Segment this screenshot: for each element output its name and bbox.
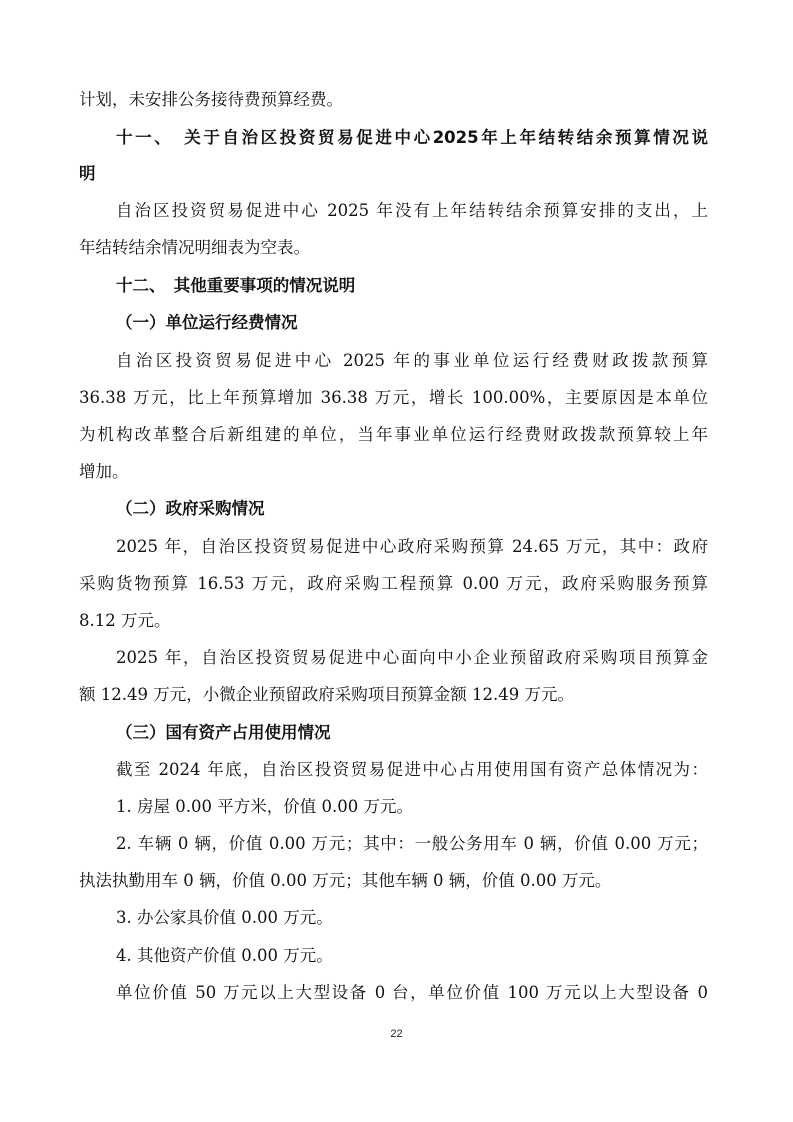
subsection-heading-3: （三）国有资产占用使用情况 [116,723,331,742]
list-item: 4. 其他资产价值 0.00 万元。 [116,946,333,965]
subsection-heading-1: （一）单位运行经费情况 [116,313,298,332]
paragraph-line: 自治区投资贸易促进中心 2025 年的事业单位运行经费财政拨款预算 [116,351,708,370]
paragraph-line: 增加。 [79,462,129,481]
paragraph-line: 2025 年，自治区投资贸易促进中心面向中小企业预留政府采购项目预算金 [116,648,708,667]
section-heading-11-cont: 明 [79,164,96,183]
paragraph-line: 自治区投资贸易促进中心 2025 年没有上年结转结余预算安排的支出，上 [116,201,708,220]
section-heading-12: 十二、 其他重要事项的情况说明 [116,276,356,295]
paragraph-line: 额 12.49 万元，小微企业预留政府采购项目预算金额 12.49 万元。 [79,685,574,704]
paragraph-line: 8.12 万元。 [79,611,171,630]
paragraph-line: 采购货物预算 16.53 万元，政府采购工程预算 0.00 万元，政府采购服务预算 [79,574,708,593]
subsection-heading-2: （二）政府采购情况 [116,499,265,518]
paragraph-line: 为机构改革整合后新组建的单位，当年事业单位运行经费财政拨款预算较上年 [79,425,708,444]
paragraph-line: 截至 2024 年底，自治区投资贸易促进中心占用使用国有资产总体情况为： [116,760,708,779]
list-item: 2. 车辆 0 辆，价值 0.00 万元；其中：一般公务用车 0 辆，价值 0.00 万元； [116,834,708,853]
page-number: 22 [390,1028,403,1040]
section-heading-11: 十一、 关于自治区投资贸易促进中心2025年上年结转结余预算情况说 [116,128,708,147]
list-item: 3. 办公家具价值 0.00 万元。 [116,908,333,927]
paragraph-line: 计划，未安排公务接待费预算经费。 [79,90,343,109]
paragraph-line: 年结转结余情况明细表为空表。 [79,238,310,257]
paragraph-line: 36.38 万元，比上年预算增加 36.38 万元，增长 100.00%，主要原因是本单位 [79,388,708,407]
paragraph-line: 执法执勤用车 0 辆，价值 0.00 万元；其他车辆 0 辆，价值 0.00 万元。 [79,871,612,890]
paragraph-line: 单位价值 50 万元以上大型设备 0 台，单位价值 100 万元以上大型设备 0 [116,983,708,1002]
list-item: 1. 房屋 0.00 平方米，价值 0.00 万元。 [116,797,413,816]
paragraph-line: 2025 年，自治区投资贸易促进中心政府采购预算 24.65 万元，其中：政府 [116,537,708,556]
